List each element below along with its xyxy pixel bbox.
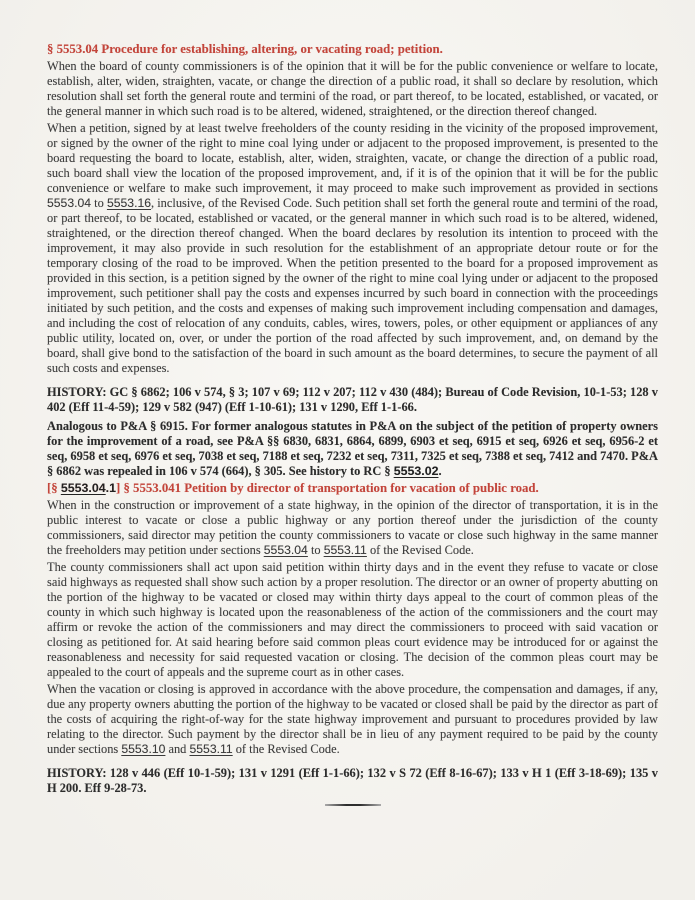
- text-run: of the Revised Code.: [232, 742, 340, 756]
- text-run: When the vacation or closing is approved in accordance with the above procedure, the compensation and damages, if any, due any property owners abutting the portion of the highway to be vacated or closed shall be paid by the director as part of the costs of acquiring the right-of-way for the state highway improvement and pursuant to procedures provided by law relating to the director. Such payment by the director shall be in lieu of any payment required to be paid by the county under sections: [47, 682, 658, 756]
- section-ref-link[interactable]: 5553.04: [60, 481, 106, 495]
- statute-paragraph-petition-freeholders: [47, 121, 658, 376]
- text-run: to: [91, 196, 107, 210]
- text-run: When in the construction or improvement of a state highway, in the opinion of the director of transportation, it is in the public interest to vacate or close a public highway or any portion thereof under the jurisdiction of the county commissioners, said director may petition the county commissioners to vacate or close such highway in the same manner the freeholders may petition under sections: [47, 498, 658, 557]
- history-note-5553-04: [47, 385, 658, 415]
- heading-text: ] § 5553.041 Petition by director of transportation for vacation of public road.: [116, 481, 539, 495]
- text-run: When the board of county commissioners is of the opinion that it will be for the public convenience or welfare to locate, establish, alter, widen, straighten, vacate, or change the direction of a public road, it shall so declare by resolution, which resolution shall set forth the general route and termini of the road, or part thereof, to be located, established, or vacated, or the general manner in which such road is to be altered, widened, straightened, or the direction thereof changed.: [47, 59, 658, 118]
- text-run: .: [438, 464, 442, 478]
- history-text: HISTORY: 128 v 446 (Eff 10-1-59); 131 v 1291 (Eff 1-1-66); 132 v S 72 (Eff 8-16-67); 133 v H 1 (Eff 3-18-69); 135 v H 200. Eff 9-28-73.: [47, 766, 658, 795]
- section-ref-link[interactable]: 5553.16: [106, 196, 152, 210]
- section-ref: 5553.04: [47, 196, 92, 210]
- statute-paragraph-director-petition: [47, 498, 658, 558]
- section-ref-link[interactable]: 5553.11: [323, 543, 367, 557]
- history-note-5553-041: [47, 766, 658, 796]
- section-5553-041-heading: [47, 481, 658, 496]
- analogous-note: [47, 419, 658, 479]
- statute-paragraph-commissioners-action: [47, 560, 658, 680]
- section-5553-04-heading: [47, 42, 658, 57]
- text-run: Analogous to P&A § 6915. For former analogous statutes in P&A on the subject of the petition of property owners for the improvement of a road, see P&A §§ 6830, 6831, 6864, 6899, 6903 et seq, 6915 et seq, 6926 et seq, 6956-2 et seq, 6958 et seq, 6976 et seq, 7038 et seq, 7188 et seq, 7232 et seq, 7311, 7325 et seq, 7388 et seq, 7412 and 7470. P&A § 6862 was repealed in 106 v 574 (664), § 305. See history to RC §: [47, 419, 658, 478]
- text-run: The county commissioners shall act upon said petition within thirty days and in the event they refuse to vacate or close said highways as requested shall show such action by a proper resolution. The director or an owner of property abutting on the portion of the highway to be vacated or closed may within thirty days appeal to the court of common pleas of the county in which such highway is located upon the reasonableness of the action of the commissioners and the court may affirm or revoke the action of the commissioners and may direct the commissioners to proceed with said vacation or closing as petitioned for. At said hearing before said common pleas court evidence may be introduced for or against the reasonableness and necessity for said requested vacation or closing. The decision of the common pleas court may be appealed to the court of appeals and the supreme court as in other cases.: [47, 560, 658, 679]
- section-ref-link[interactable]: 5553.11: [189, 742, 233, 756]
- text-run: When a petition, signed by at least twelve freeholders of the county residing in the vicinity of the proposed improvement, or signed by the owner of the right to mine coal lying under or adjacent to the proposed improvement, is presented to the board requesting the board to locate, establish, alter, widen, straighten, vacate, or change the direction of a public road, such board shall view the location of the proposed improvement, and, if it is of the opinion that it will be for the public convenience or welfare to make such improvement, it may proceed to make such improvement as provided in sections: [47, 121, 658, 195]
- section-ref-link[interactable]: 5553.04: [263, 543, 308, 557]
- heading-text: § 5553.04 Procedure for establishing, altering, or vacating road; petition.: [47, 42, 443, 56]
- section-ref-link[interactable]: 5553.10: [121, 742, 166, 756]
- statute-paragraph-compensation: [47, 682, 658, 757]
- heading-text: [§: [47, 481, 61, 495]
- text-run: and: [165, 742, 190, 756]
- text-run: , inclusive, of the Revised Code. Such petition shall set forth the general route and termini of the road, or part thereof, to be located, established or vacated, or the general manner in which such road is to be altered, widened, straightened, or the direction thereof changed. When the board declares by resolution its intention to proceed with the improvement, it may also provide in such resolution for the establishment of an appropriate detour route or for the temporary closing of the road to be improved. When the petition presented to the board for a proposed improvement as provided in this section, is a petition signed by the owner of the right to mine coal lying under or adjacent to the proposed improvement, such petitioner shall pay the costs and expenses incurred by such board in connection with the proceedings initiated by such petition, and the costs and expenses of making such improvement including compensation and damages, and including the cost of relocation of any conduits, cables, wires, towers, poles, or other equipment or appliances of any public utility, located on, over, or under the portion of the road affected by such improvement, and, on demand by the board, shall give bond to the satisfaction of the board in such amount as the board determines, to secure the payment of all such costs and expenses.: [47, 196, 658, 375]
- section-ref-link[interactable]: 5553.02: [393, 464, 439, 478]
- section-ref: .1: [105, 481, 116, 495]
- statute-text-container: [47, 42, 658, 806]
- history-text: HISTORY: GC § 6862; 106 v 574, § 3; 107 v 69; 112 v 207; 112 v 430 (484); Bureau of Code Revision, 10-1-53; 128 v 402 (Eff 11-4-59); 129 v 582 (947) (Eff 1-10-61); 131 v 1290, Eff 1-1-66.: [47, 385, 658, 414]
- text-run: of the Revised Code.: [366, 543, 474, 557]
- page-end-rule: [325, 804, 381, 806]
- statute-paragraph-board-resolution: [47, 59, 658, 119]
- text-run: to: [307, 543, 324, 557]
